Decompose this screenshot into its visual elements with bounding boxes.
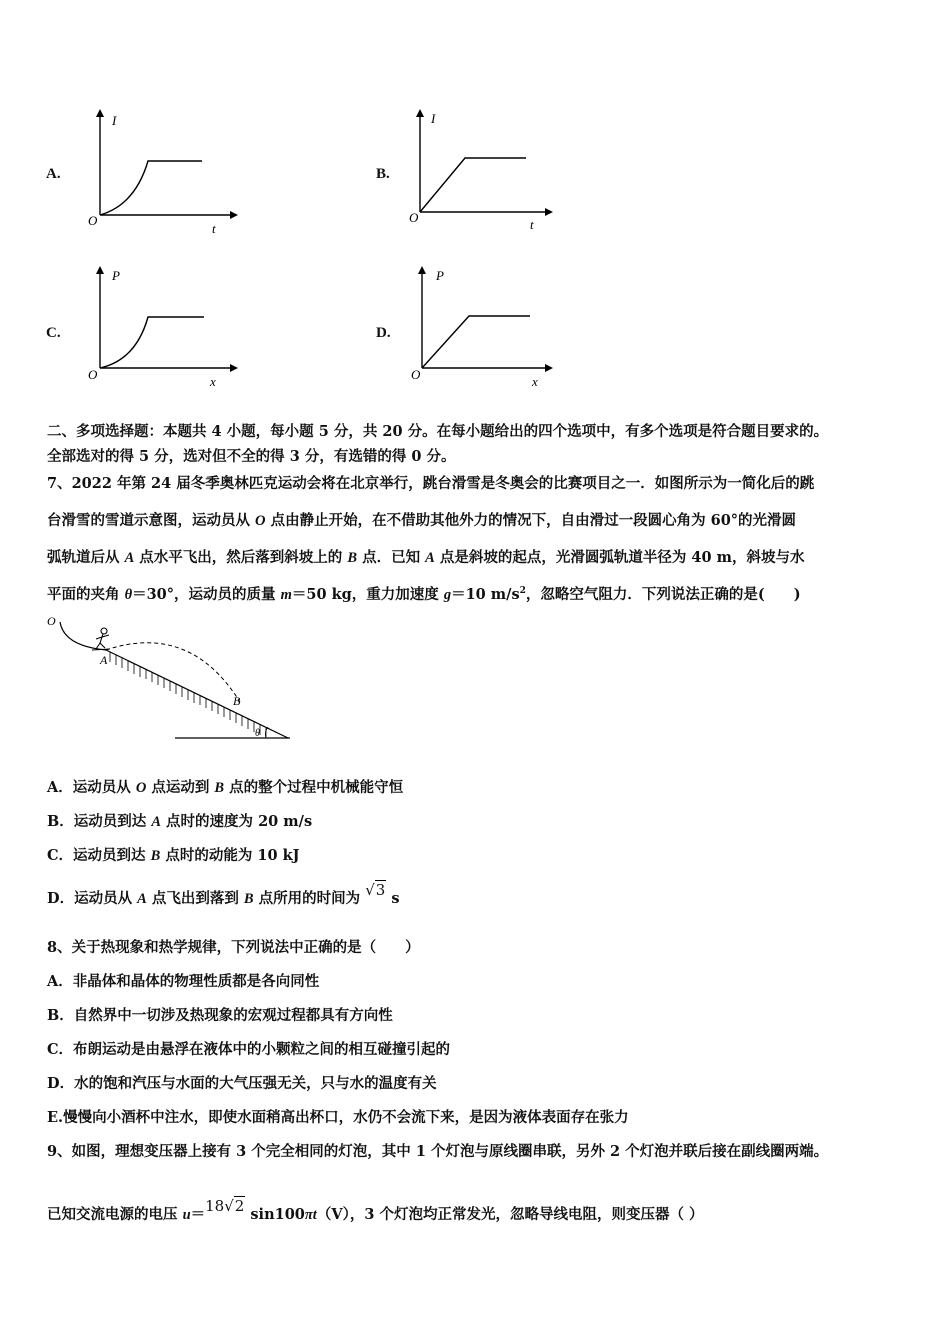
option-d-graph — [400, 262, 560, 392]
option-b-origin: O — [409, 210, 419, 225]
figure-point-b: B — [233, 694, 241, 708]
option-c-graph — [80, 262, 240, 392]
q7-stem-line3: 弧轨道后从 A 点水平飞出，然后落到斜坡上的 B 点．已知 A 点是斜坡的起点，光滑圆弧轨道半径为 40 m，斜坡与水 — [47, 549, 805, 566]
section2-heading-line2: 全部选对的得 5 分，选对但不全的得 3 分，有选错的得 0 分。 — [47, 448, 456, 465]
option-b-label: B. — [376, 166, 390, 182]
slope-hatching — [110, 652, 266, 737]
option-a-label: A. — [46, 166, 61, 182]
option-a-x-label: t — [212, 221, 216, 236]
q9-stem-line2: 已知交流电源的电压 u＝18√2 sin100πt（V），3 个灯泡均正常发光，忽略导线电阻，则变压器（ ） — [47, 1197, 704, 1223]
option-b-curve — [420, 158, 526, 212]
q7-option-b: B．运动员到达 A 点时的速度为 20 m/s — [47, 813, 313, 830]
arc-track — [60, 622, 106, 650]
skier-figure — [92, 628, 110, 650]
option-c-curve — [100, 317, 204, 368]
figure-point-a: A — [100, 653, 108, 667]
figure-point-o: O — [47, 614, 56, 628]
q8-stem: 8、关于热现象和热学规律，下列说法中正确的是（ ） — [47, 939, 420, 956]
option-d-origin: O — [411, 367, 421, 382]
q8-option-d: D．水的饱和汽压与水面的大气压强无关，只与水的温度有关 — [47, 1075, 437, 1092]
q9-stem-line1: 9、如图，理想变压器上接有 3 个完全相同的灯泡，其中 1 个灯泡与原线圈串联，另外 2 个灯泡并联后接在副线圈两端。 — [47, 1143, 829, 1160]
q8-option-b: B．自然界中一切涉及热现象的宏观过程都具有方向性 — [47, 1007, 393, 1024]
option-b-graph — [400, 105, 560, 240]
q7-stem-line4: 平面的夹角 θ＝30°，运动员的质量 m＝50 kg，重力加速度 g＝10 $m/s^2$，忽略空气阻力．下列说法正确的是( ) — [47, 586, 801, 603]
option-c-origin: O — [88, 367, 98, 382]
sqrt3-expression: √3 — [365, 881, 386, 899]
option-b-x-label: t — [530, 217, 534, 232]
voltage-amplitude: 18√2 — [205, 1197, 245, 1215]
option-d-y-label: P — [436, 268, 444, 283]
option-c-y-label: P — [112, 268, 120, 283]
slope-line — [106, 650, 288, 738]
q8-option-e: E.慢慢向小酒杯中注水，即使水面稍高出杯口，水仍不会流下来，是因为液体表面存在张力 — [47, 1109, 629, 1126]
q8-option-a: A．非晶体和晶体的物理性质都是各向同性 — [47, 973, 320, 990]
q7-stem-line2: 台滑雪的雪道示意图，运动员从 O 点由静止开始，在不借助其他外力的情况下，自由滑过一段圆心角为 60°的光滑圆 — [47, 512, 797, 529]
option-c-x-label: x — [210, 374, 216, 389]
option-a-curve — [100, 161, 202, 215]
option-a-origin: O — [88, 213, 98, 228]
trajectory-dashed — [106, 643, 240, 702]
q7-stem-line1: 7、2022 年第 24 届冬季奥林匹克运动会将在北京举行，跳台滑雪是冬奥会的比赛项目之一．如图所示为一简化后的跳 — [47, 475, 815, 492]
section2-heading-line1: 二、多项选择题：本题共 4 小题，每小题 5 分，共 20 分。在每小题给出的四个选项中，有多个选项是符合题目要求的。 — [47, 423, 829, 440]
option-a-graph — [80, 105, 240, 240]
figure-angle-theta: θ — [255, 728, 260, 739]
ski-jump-figure — [40, 612, 300, 742]
option-d-label: D. — [376, 325, 391, 341]
option-b-y-label: I — [431, 111, 436, 126]
option-c-label: C. — [46, 325, 61, 341]
q7-option-c: C．运动员到达 B 点时的动能为 10 kJ — [47, 847, 300, 864]
option-a-y-label: I — [112, 113, 117, 128]
q7-option-a: A．运动员从 O 点运动到 B 点的整个过程中机械能守恒 — [47, 779, 404, 796]
q7-option-d: D．运动员从 A 点飞出到落到 B 点所用的时间为 √3 s — [47, 881, 400, 907]
q8-option-c: C．布朗运动是由悬浮在液体中的小颗粒之间的相互碰撞引起的 — [47, 1041, 451, 1058]
option-d-curve — [422, 316, 530, 368]
option-d-x-label: x — [532, 374, 538, 389]
